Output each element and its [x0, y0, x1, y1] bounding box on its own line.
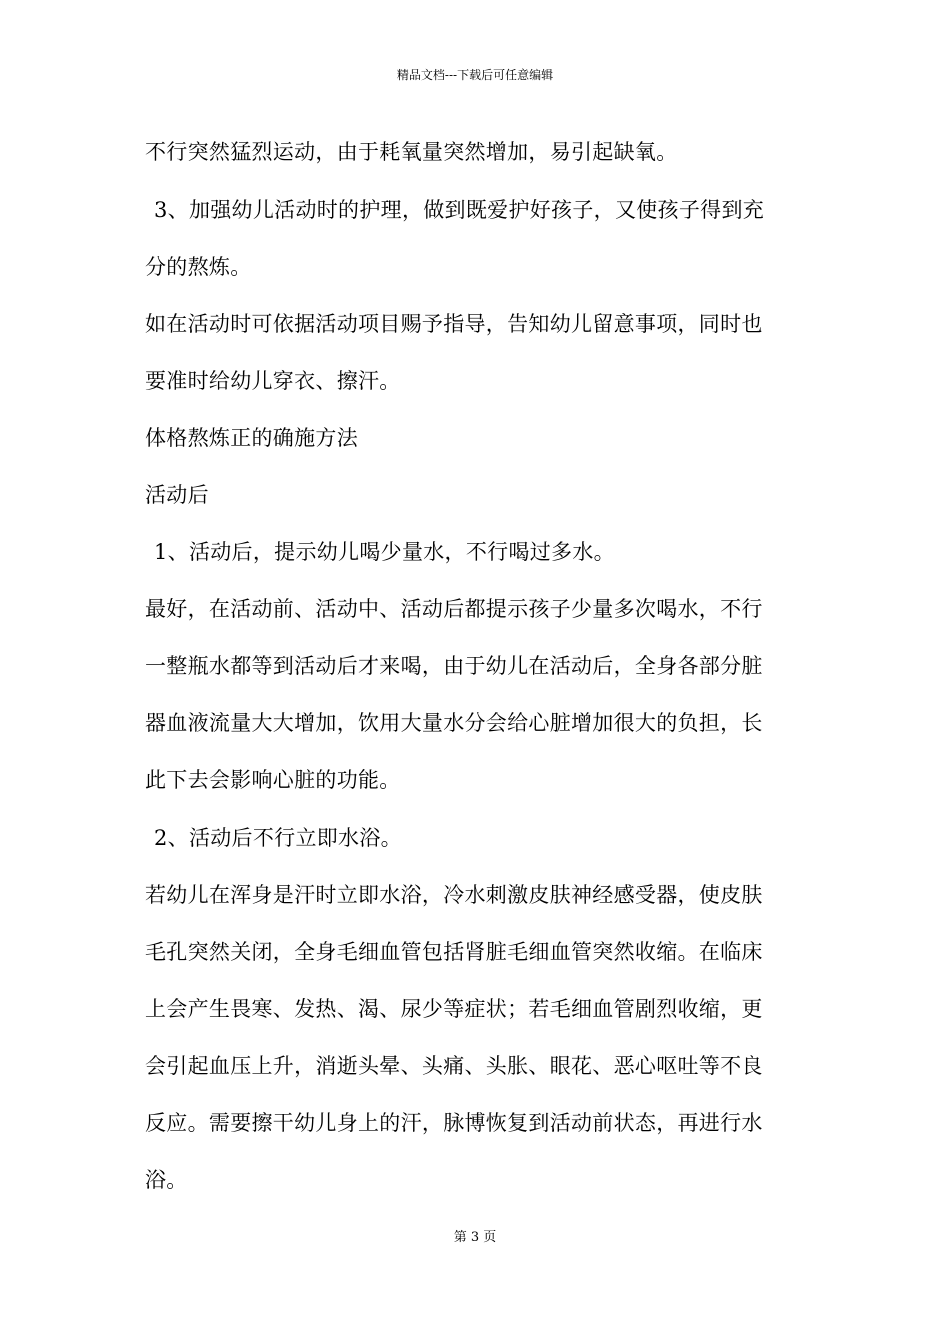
text-line: 要准时给幼儿穿衣、擦汗。	[145, 369, 401, 393]
text-line: 此下去会影响心脏的功能。	[145, 768, 401, 792]
subsection-heading: 活动后	[145, 483, 209, 507]
text-line: 3、加强幼儿活动时的护理，做到既爱护好孩子，又使孩子得到充	[154, 198, 765, 222]
text-line: 一整瓶水都等到活动后才来喝，由于幼儿在活动后，全身各部分脏	[145, 654, 763, 678]
text-line: 如在活动时可依据活动项目赐予指导，告知幼儿留意事项，同时也	[145, 312, 763, 336]
text-line: 会引起血压上升，消逝头晕、头痛、头胀、眼花、恶心呕吐等不良	[145, 1054, 763, 1078]
section-heading: 体格熬炼正的确施方法	[145, 426, 358, 450]
text-line: 器血液流量大大增加，饮用大量水分会给心脏增加很大的负担，长	[145, 711, 763, 735]
text-line: 毛孔突然关闭，全身毛细血管包括肾脏毛细血管突然收缩。在临床	[145, 940, 763, 964]
page-header: 精品文档---下载后可任意编辑	[396, 68, 554, 82]
text-line: 浴。	[145, 1168, 188, 1192]
text-line: 2、活动后不行立即水浴。	[154, 826, 402, 850]
text-line: 1、活动后，提示幼儿喝少量水，不行喝过多水。	[154, 540, 615, 564]
text-line: 反应。需要擦干幼儿身上的汗，脉博恢复到活动前状态，再进行水	[145, 1111, 763, 1135]
page-number: 第 3 页	[453, 1230, 497, 1245]
text-line: 上会产生畏寒、发热、渴、尿少等症状；若毛细血管剧烈收缩，更	[145, 997, 763, 1021]
text-line: 最好，在活动前、活动中、活动后都提示孩子少量多次喝水，不行	[145, 597, 763, 621]
text-line: 不行突然猛烈运动，由于耗氧量突然增加，易引起缺氧。	[145, 140, 678, 164]
text-line: 分的熬炼。	[145, 255, 252, 279]
text-line: 若幼儿在浑身是汗时立即水浴，冷水刺激皮肤神经感受器，使皮肤	[145, 883, 763, 907]
